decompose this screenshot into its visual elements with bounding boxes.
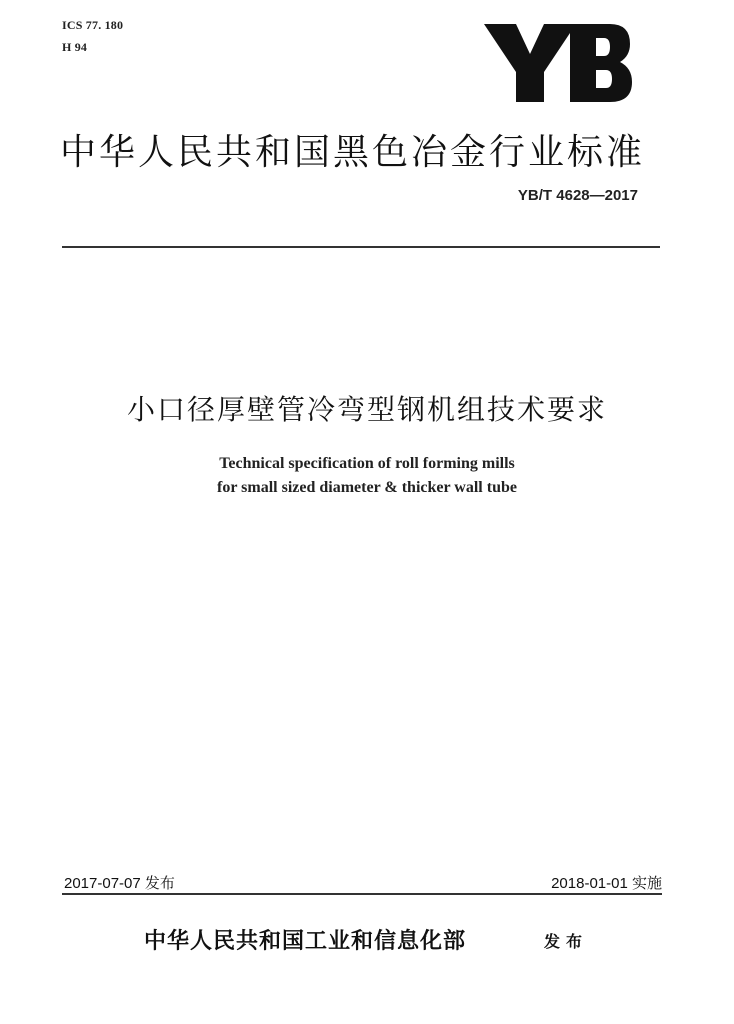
english-title <box>0 452 734 500</box>
footer-divider <box>62 893 662 895</box>
ccs-code: H 94 <box>62 40 88 54</box>
yb-logo <box>482 18 632 106</box>
issuing-authority: 中华人民共和国工业和信息化部 <box>144 928 467 954</box>
english-title-line-2: for small sized diameter & thicker wall tube <box>217 479 517 496</box>
standard-number: YB/T 4628—2017 <box>517 187 638 204</box>
english-title-line-1: Technical specification of roll forming mills <box>219 455 515 472</box>
implement-date: 2018-01-01 实施 <box>551 875 662 892</box>
ics-code: ICS 77. 180 <box>62 18 124 32</box>
header-divider <box>62 246 660 248</box>
chinese-title: 小口径厚壁管冷弯型钢机组技术要求 <box>126 393 607 426</box>
standard-category-title: 中华人民共和国黑色冶金行业标准 <box>60 132 646 173</box>
issue-label: 发布 <box>544 932 589 951</box>
publish-date: 2017-07-07 发布 <box>64 875 175 892</box>
